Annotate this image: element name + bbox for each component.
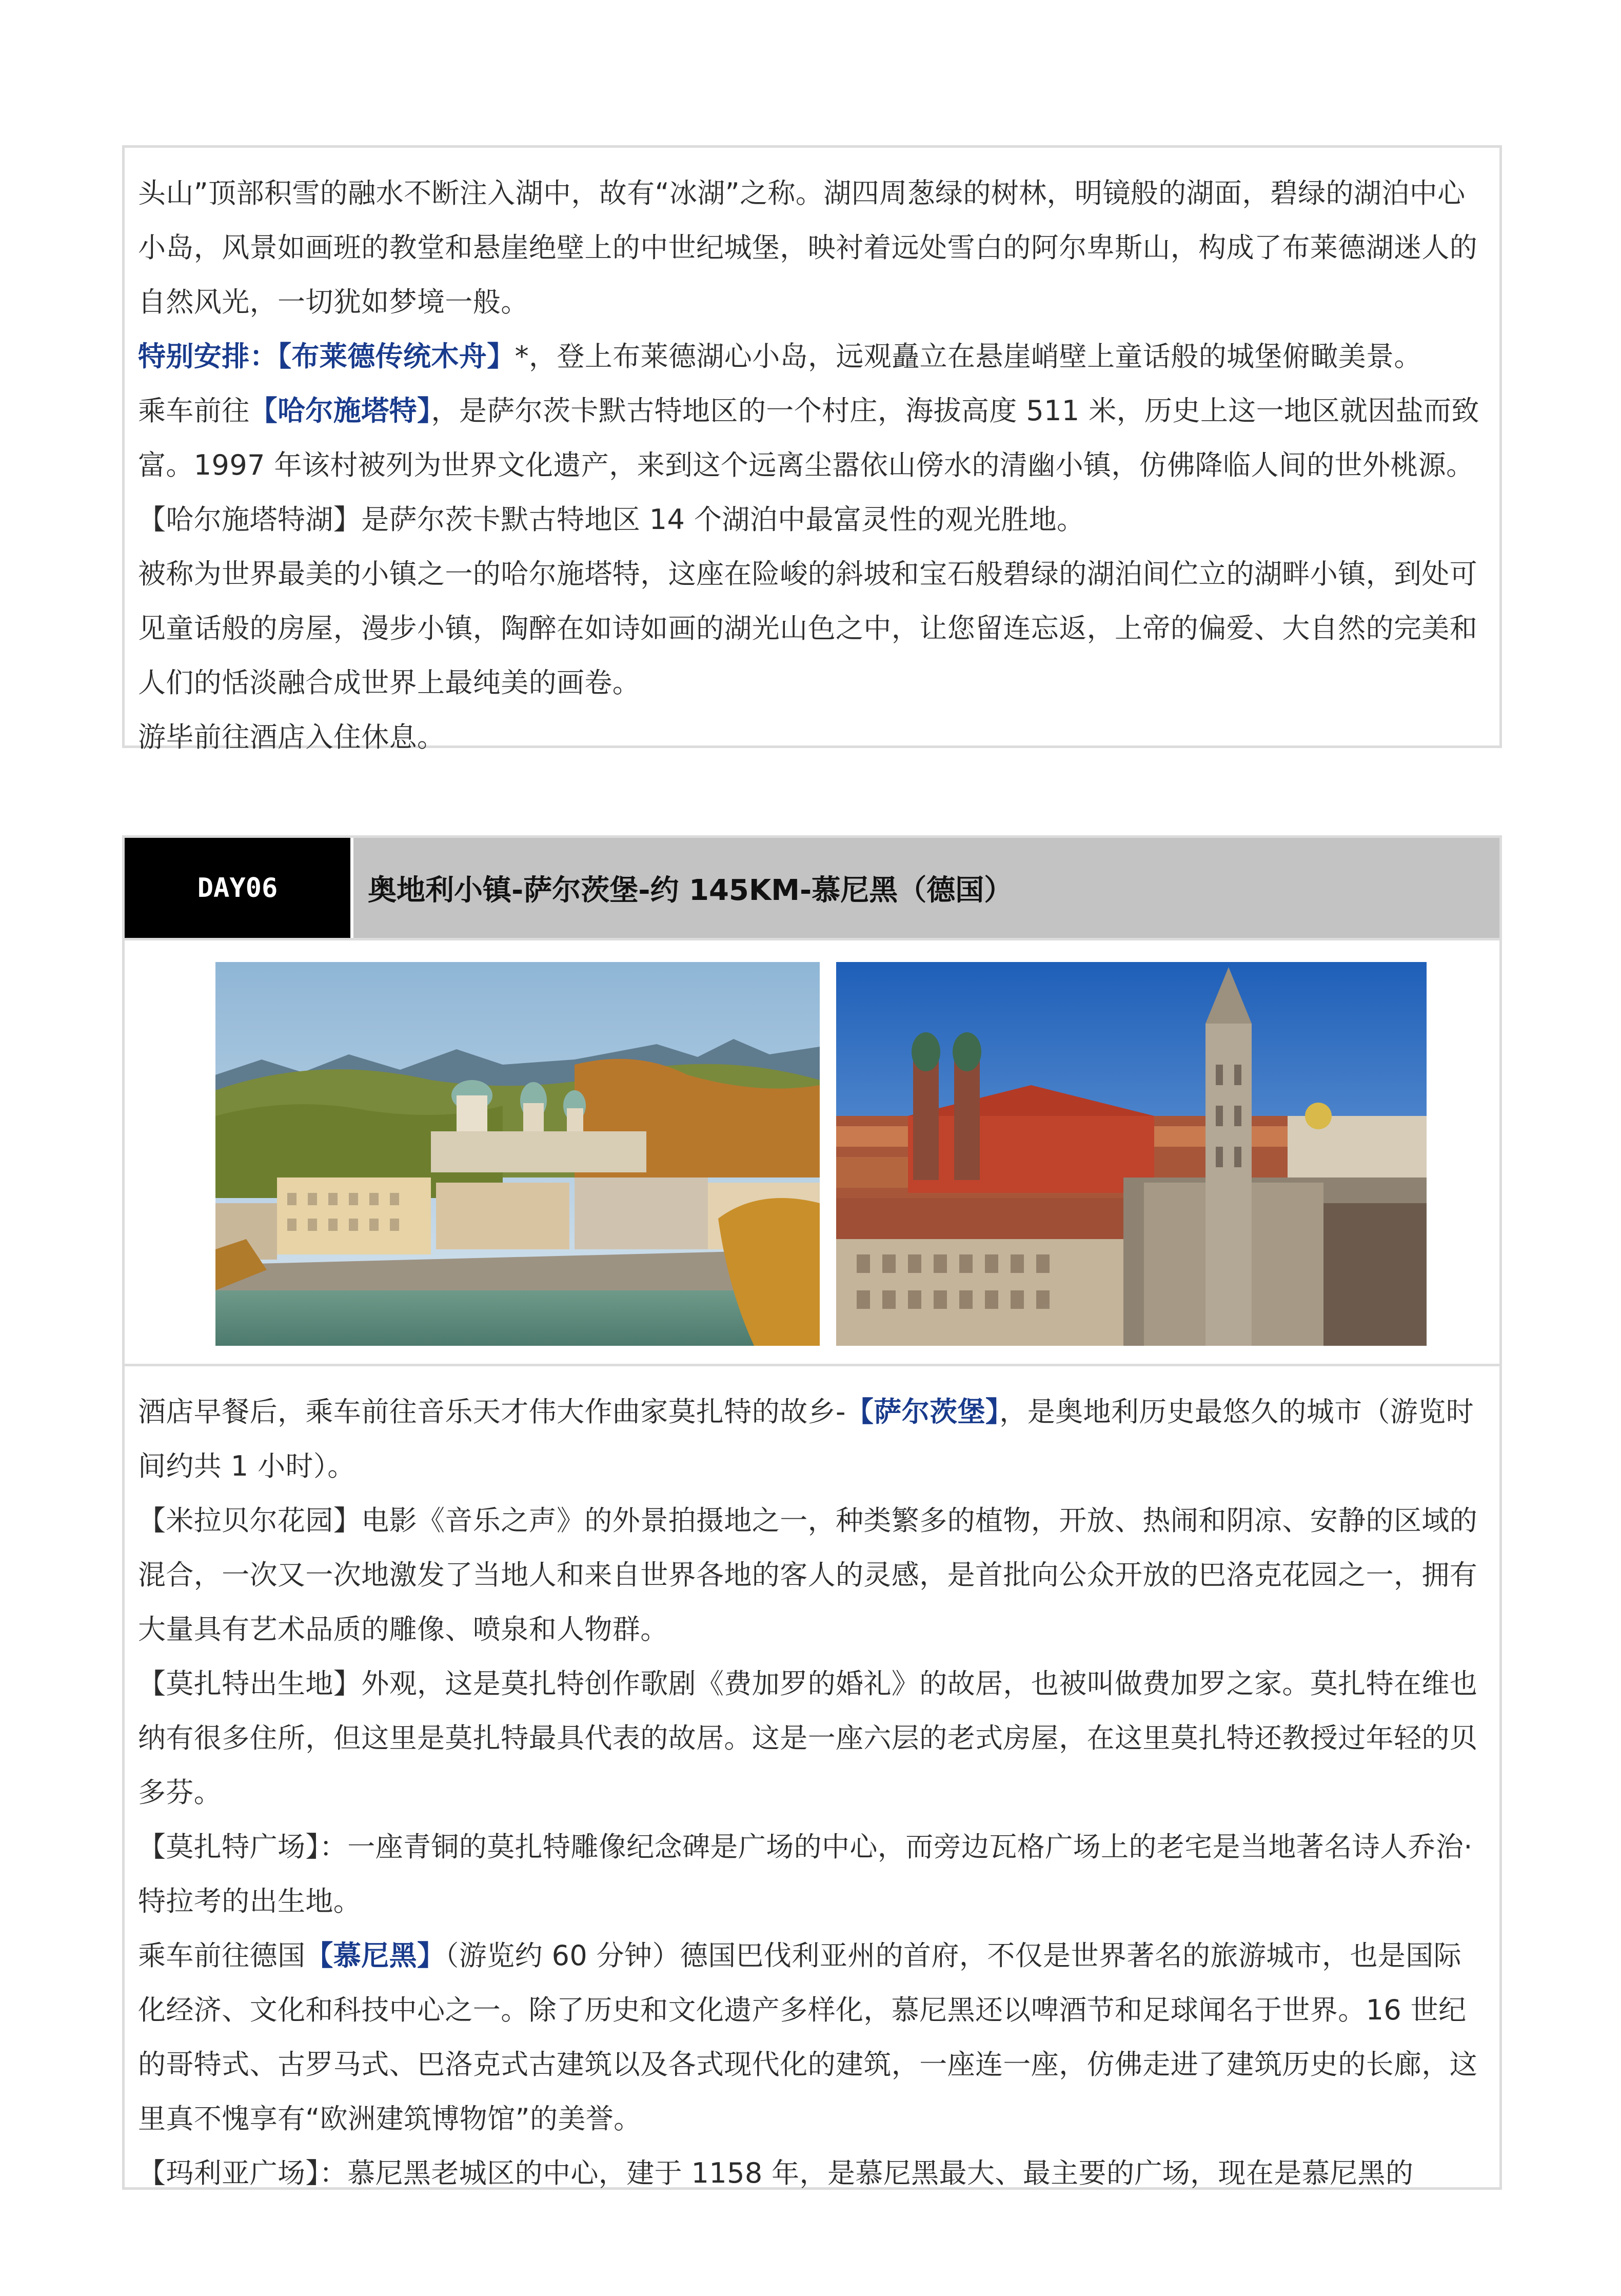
munich-paragraph [138, 1929, 1486, 2146]
day-title: 奥地利小镇-萨尔茨堡-约 145KM-慕尼黑（德国） [350, 838, 1499, 938]
special-arrangement-paragraph [138, 329, 1486, 384]
mozart-square-paragraph: 【莫扎特广场】：一座青铜的莫扎特雕像纪念碑是广场的中心，而旁边瓦格广场上的老宅是当地著名诗人乔治·特拉考的出生地。 [138, 1831, 1473, 1917]
mozart-birthplace-paragraph: 【莫扎特出生地】外观，这是莫扎特创作歌剧《费加罗的婚礼》的故居，也被叫做费加罗之家。莫扎特在维也纳有很多住所，但这里是莫扎特最具代表的故居。这是一座六层的老式房屋，在这里莫扎特还教授过年轻的贝多芬。 [138, 1667, 1478, 1809]
photo-row [125, 940, 1499, 1366]
salzburg-highlight: 【萨尔茨堡】 [845, 1396, 1000, 1428]
salzburg-photo [215, 962, 820, 1346]
special-arrangement-text: *，登上布莱德湖心小岛，远观矗立在悬崖峭壁上童话般的城堡俯瞰美景。 [515, 340, 1422, 372]
munich-highlight: 【慕尼黑】 [305, 1939, 445, 1972]
hallstatt-pre-text: 乘车前往 [138, 395, 250, 427]
lake-bled-paragraph: 头山”顶部积雪的融水不断注入湖中，故有“冰湖”之称。湖四周葱绿的树林，明镜般的湖面，碧绿的湖泊中心小岛，风景如画班的教堂和悬崖绝壁上的中世纪城堡，映衬着远处雪白的阿尔卑斯山，构成了布莱德湖迷人的自然风光，一切犹如梦境一般。 [138, 177, 1478, 318]
itinerary-box-day06 [122, 835, 1502, 2190]
hallstatt-text: ，是萨尔茨卡默古特地区的一个村庄，海拔高度 511 米，历史上这一地区就因盐而致富。1997 年该村被列为世界文化遗产，来到这个远离尘嚣依山傍水的清幽小镇，仿佛降临人间的世外桃源。【哈尔施塔特湖】是萨尔茨卡默古特地区 14 个湖泊中最富灵性的观光胜地。 [138, 395, 1479, 536]
munich-pre-text: 乘车前往德国 [138, 1939, 306, 1972]
munich-text: （游览约 60 分钟）德国巴伐利亚州的首府，不仅是世界著名的旅游城市，也是国际化经济、文化和科技中心之一。除了历史和文化遗产多样化，慕尼黑还以啤酒节和足球闻名于世界。16 世纪的哥特式、古罗马式、巴洛克式古建筑以及各式现代化的建筑，一座连一座，仿佛走进了建筑历史的长廊，这里真不愧享有“欧洲建筑博物馆”的美誉。 [138, 1939, 1478, 2135]
special-arrangement-highlight: 特别安排：【布莱德传统木舟】 [138, 340, 515, 372]
hallstatt-town-paragraph: 被称为世界最美的小镇之一的哈尔施塔特，这座在险峻的斜坡和宝石般碧绿的湖泊间伫立的湖畔小镇，到处可见童话般的房屋，漫步小镇，陶醉在如诗如画的湖光山色之中，让您留连忘返，上帝的偏爱、大自然的完美和人们的恬淡融合成世界上最纯美的画卷。 [138, 558, 1478, 699]
hallstatt-paragraph [138, 384, 1486, 547]
hallstatt-highlight: 【哈尔施塔特】 [249, 395, 431, 427]
salzburg-pre-text: 酒店早餐后，乘车前往音乐天才伟大作曲家莫扎特的故乡- [138, 1396, 846, 1428]
itinerary-text-box-day05 [122, 145, 1502, 753]
munich-photo [836, 962, 1427, 1346]
day-header [125, 838, 1499, 940]
salzburg-paragraph [138, 1385, 1486, 1494]
marienplatz-paragraph: 【玛利亚广场】：慕尼黑老城区的中心，建于 1158 年，是慕尼黑最大、最主要的广场，现在是慕尼黑的 [138, 2157, 1414, 2189]
salzburg-text: ，是奥地利历史最悠久的城市（游览时间约共 1 小时）。 [138, 1396, 1474, 1482]
day-label: DAY06 [125, 838, 350, 938]
mirabell-paragraph: 【米拉贝尔花园】电影《音乐之声》的外景拍摄地之一，种类繁多的植物，开放、热闹和阴凉、安静的区域的混合，一次又一次地激发了当地人和来自世界各地的客人的灵感，是首批向公众开放的巴洛克花园之一，拥有大量具有艺术品质的雕像、喷泉和人物群。 [138, 1504, 1478, 1645]
day06-content [125, 1366, 1499, 2201]
hotel-checkin-text: 游毕前往酒店入住休息。 [138, 721, 445, 753]
